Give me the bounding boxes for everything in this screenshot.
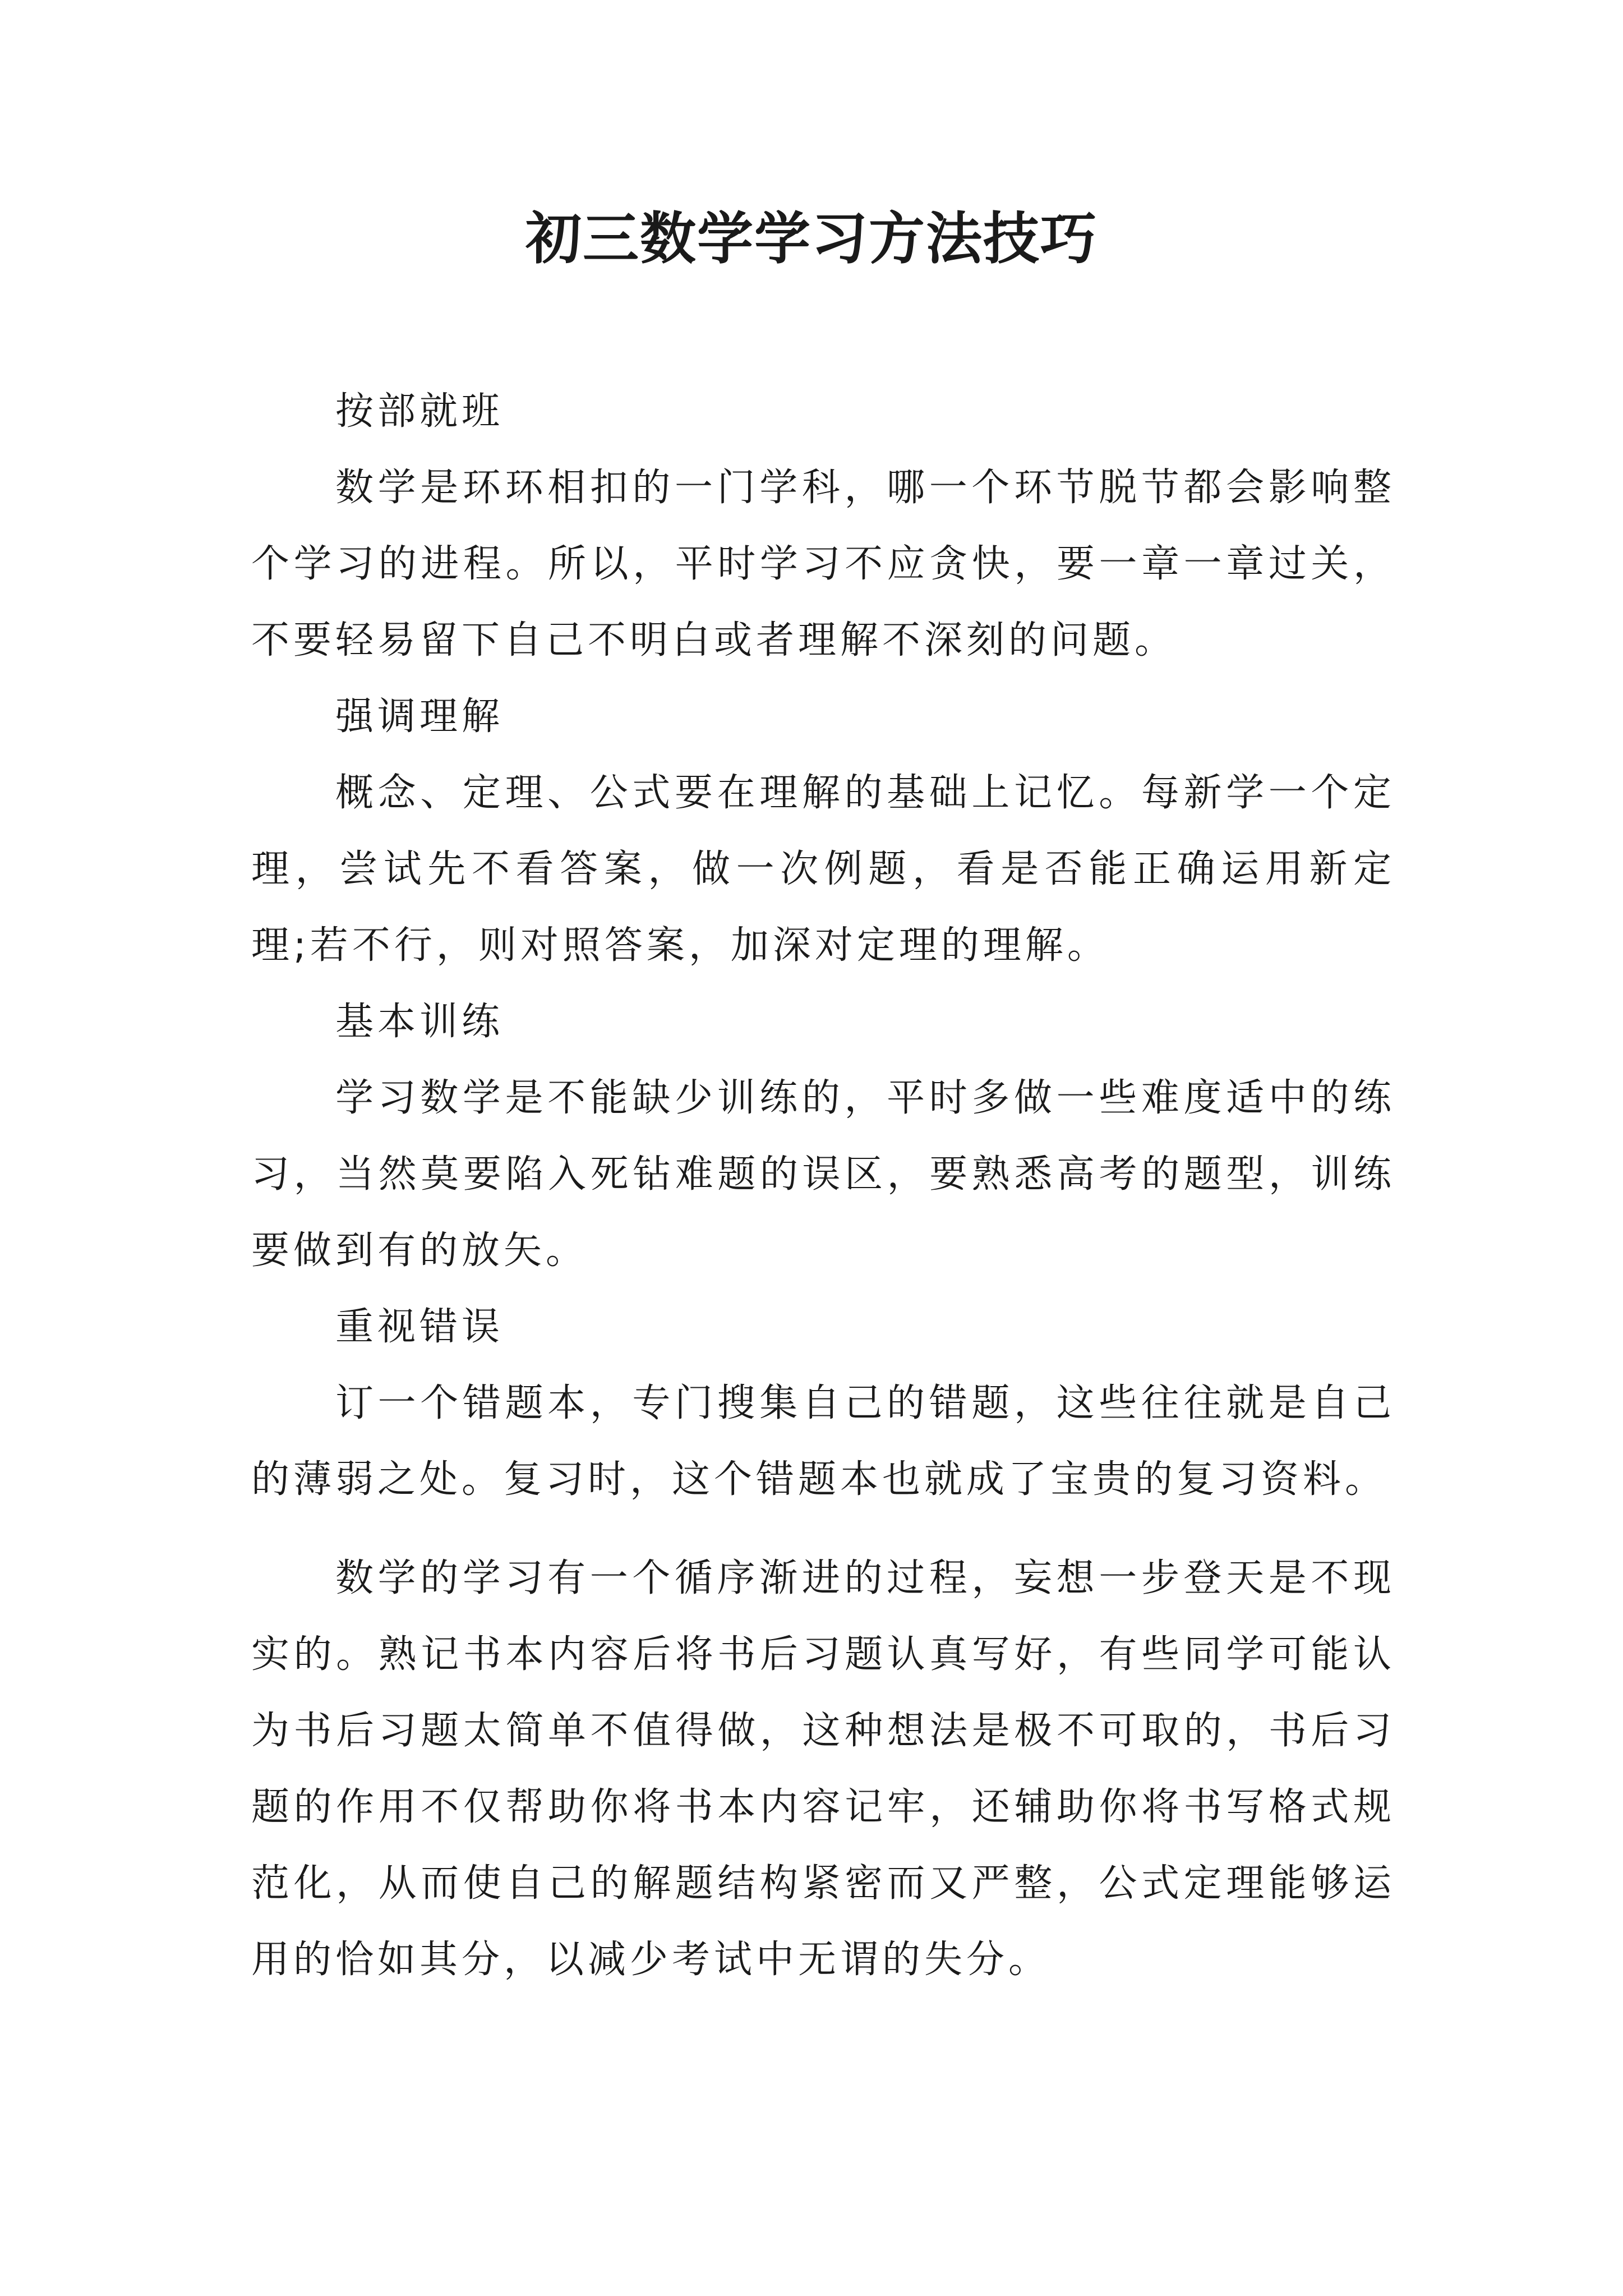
section-paragraph-1: 数学是环环相扣的一门学科，哪一个环节脱节都会影响整个学习的进程。所以，平时学习不应贪快，要一章一章过关，不要轻易留下自己不明白或者理解不深刻的问题。 [251, 466, 1395, 662]
section-paragraph-3: 学习数学是不能缺少训练的，平时多做一些难度适中的练习，当然莫要陷入死钻难题的误区，要熟悉高考的题型，训练要做到有的放矢。 [251, 1076, 1395, 1273]
section-paragraph-2: 概念、定理、公式要在理解的基础上记忆。每新学一个定理，尝试先不看答案，做一次例题，看是否能正确运用新定理;若不行，则对照答案，加深对定理的理解。 [251, 771, 1395, 968]
closing-paragraph: 数学的学习有一个循序渐进的过程，妄想一步登天是不现实的。熟记书本内容后将书后习题认真写好，有些同学可能认为书后习题太简单不值得做，这种想法是极不可取的，书后习题的作用不仅帮助你将书本内容记牢，还辅助你将书写格式规范化，从而使自己的解题结构紧密而又严整，公式定理能够运用的恰如其分，以减少考试中无谓的失分。 [251, 1556, 1395, 1982]
section-heading-4: 重视错误 [335, 1305, 504, 1349]
document-title: 初三数学学习方法技巧 [525, 205, 1098, 272]
section-heading-2: 强调理解 [335, 694, 504, 739]
section-heading-1: 按部就班 [335, 389, 504, 434]
document-body [251, 374, 1395, 1998]
section-heading-3: 基本训练 [335, 1000, 504, 1044]
section-paragraph-4: 订一个错题本，专门搜集自己的错题，这些往往就是自己的薄弱之处。复习时，这个错题本也就成了宝贵的复习资料。 [251, 1381, 1395, 1502]
